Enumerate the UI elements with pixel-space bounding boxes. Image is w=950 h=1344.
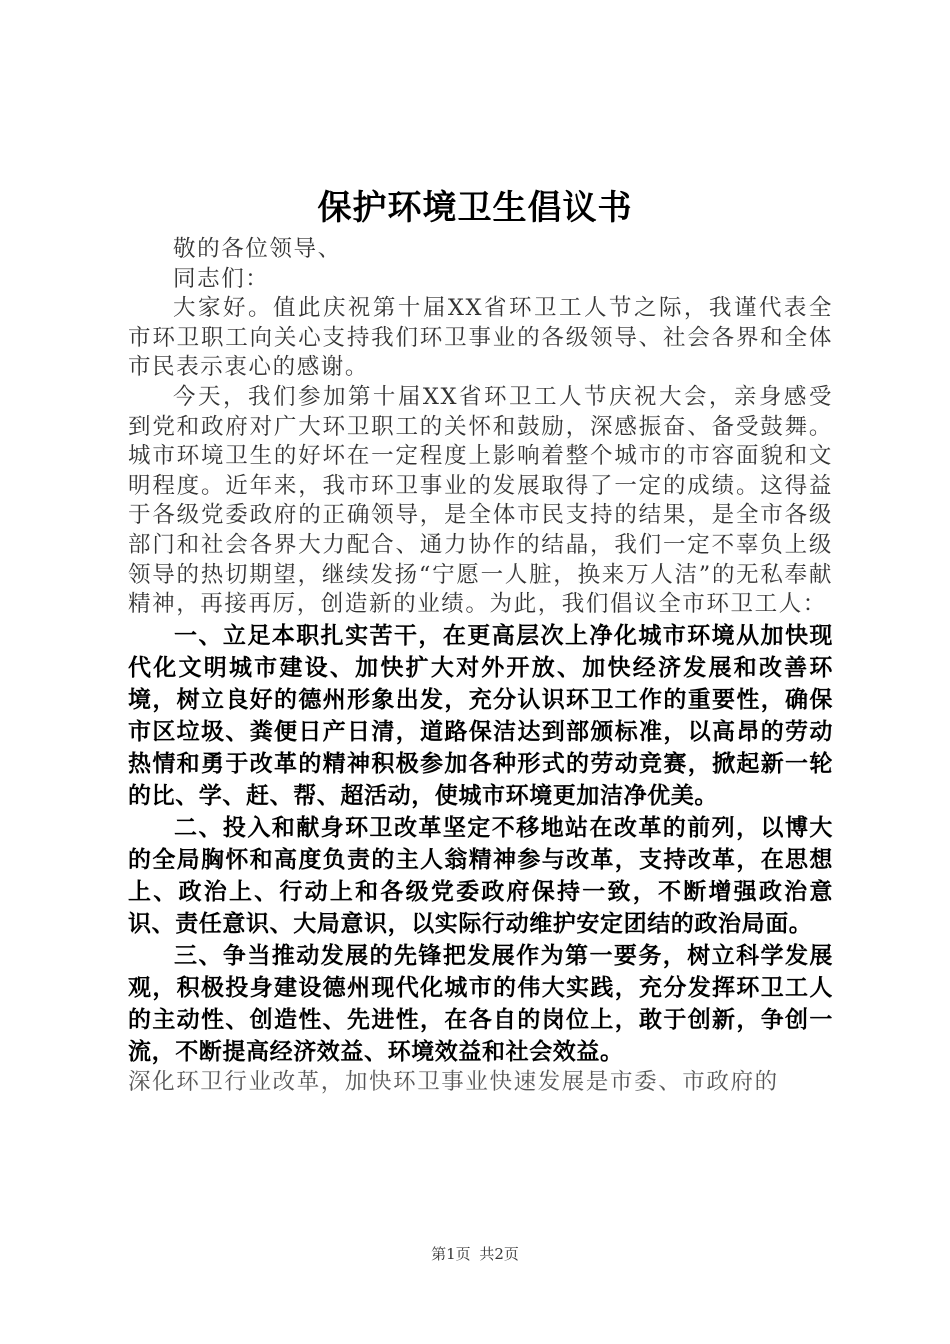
proposal-item-3: 三、争当推动发展的先锋把发展作为第一要务，树立科学发展观，积极投身建设德州现代化城市的伟大实践，充分发挥环卫工人的主动性、创造性、先进性，在各自的岗位上，敢于创新，争创一流，不断提高经济效益、环境效益和社会效益。 — [128, 942, 833, 1065]
page-number-footer: 第1页 共2页 — [431, 1245, 519, 1263]
proposal-item-1: 一、立足本职扎实苦干，在更高层次上净化城市环境从加快现代化文明城市建设、加快扩大对外开放、加快经济发展和改善环境，树立良好的德州形象出发，充分认识环卫工作的重要性，确保市区垃圾、粪便日产日清，道路保洁达到部颁标准，以高昂的劳动热情和勇于改革的精神积极参加各种形式的劳动竞赛，掀起新一轮的比、学、赶、帮、超活动，使城市环境更加洁净优美。 — [128, 622, 833, 809]
document-title: 保护环境卫生倡议书 — [317, 188, 633, 228]
salutation-line-2: 同志们： — [173, 265, 270, 292]
salutation-line-1: 敬的各位领导、 — [173, 236, 342, 262]
continuation-line: 深化环卫行业改革，加快环卫事业快速发展是市委、市政府的 — [128, 1068, 779, 1095]
proposal-item-2: 二、投入和献身环卫改革坚定不移地站在改革的前列，以博大的全局胸怀和高度负责的主人翁精神参与改革，支持改革，在思想上、政治上、行动上和各级党委政府保持一致，不断增强政治意识、责任意识、大局意识，以实际行动维护安定团结的政治局面。 — [128, 814, 833, 937]
greeting-paragraph: 大家好。值此庆祝第十届XX省环卫工人节之际，我谨代表全市环卫职工向关心支持我们环卫事业的各级领导、社会各界和全体市民表示衷心的感谢。 — [128, 295, 833, 381]
document-body — [128, 235, 833, 1097]
background-paragraph: 今天，我们参加第十届XX省环卫工人节庆祝大会，亲身感受到党和政府对广大环卫职工的关怀和鼓励，深感振奋、备受鼓舞。城市环境卫生的好坏在一定程度上影响着整个城市的市容面貌和文明程度。近年来，我市环卫事业的发展取得了一定的成绩。这得益于各级党委政府的正确领导，是全体市民支持的结果，是全市各级部门和社会各界大力配合、通力协作的结晶，我们一定不辜负上级领导的热切期望，继续发扬“宁愿一人脏，换来万人洁”的无私奉献精神，再接再厉，创造新的业绩。为此，我们倡议全市环卫工人： — [128, 383, 833, 618]
